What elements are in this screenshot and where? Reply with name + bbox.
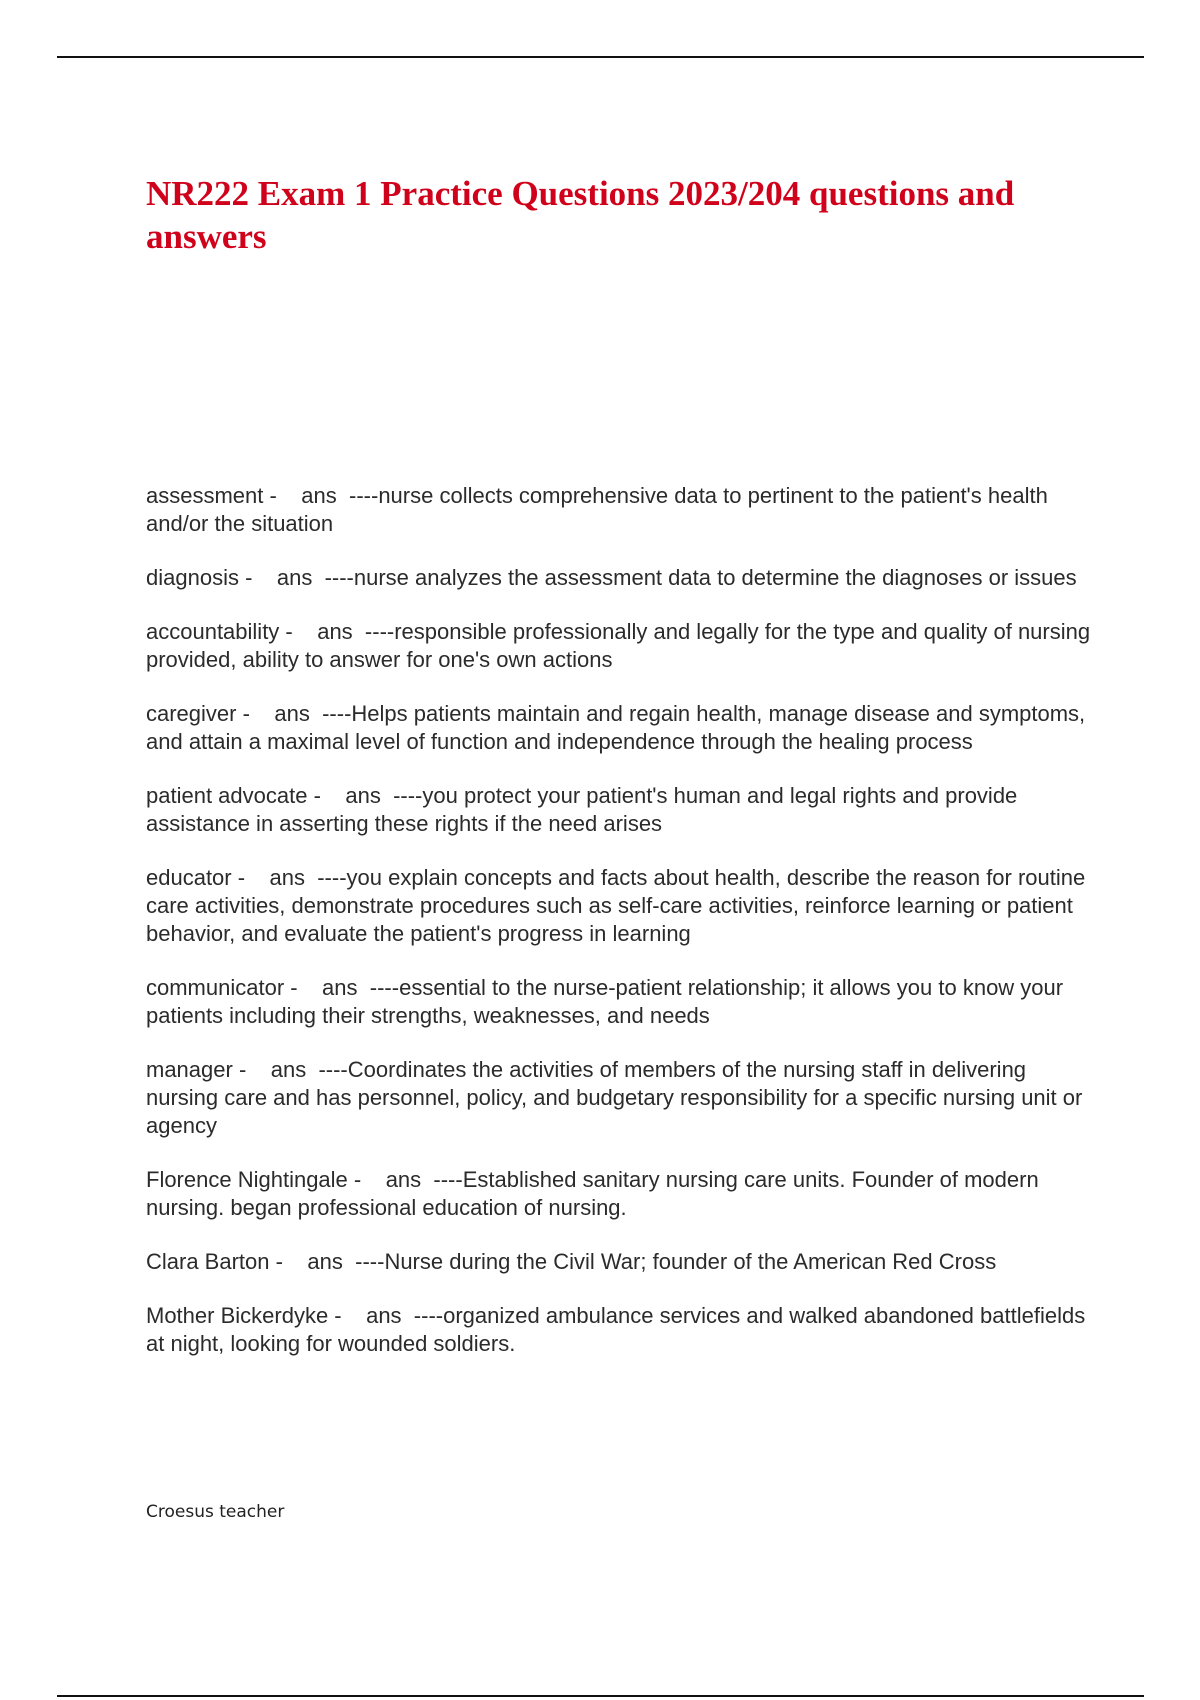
bottom-rule — [57, 1695, 1144, 1697]
entry-ans-label: ans — [385, 1167, 422, 1192]
document-title: NR222 Exam 1 Practice Questions 2023/204 questions and answers — [146, 174, 1015, 256]
qa-entry — [146, 1302, 1101, 1358]
entry-term: assessment - — [146, 483, 277, 508]
qa-entry — [146, 618, 1101, 674]
qa-entry — [146, 974, 1101, 1030]
qa-entry — [146, 1166, 1101, 1222]
entry-definition: Nurse during the Civil War; founder of the American Red Cross — [384, 1249, 997, 1274]
entry-definition: you explain concepts and facts about health, describe the reason for routine care activities, demonstrate procedures such as self-care activities, reinforce learning or patient behavior, and evaluate the patient's progress in learning — [146, 865, 1086, 946]
entry-definition: responsible professionally and legally for the type and quality of nursing provided, ability to answer for one's own actions — [146, 619, 1091, 672]
entry-ans-label: ans — [276, 565, 313, 590]
entry-term: accountability - — [146, 619, 293, 644]
entry-dashes: ---- — [413, 1303, 444, 1328]
entry-definition: nurse collects comprehensive data to pertinent to the patient's health and/or the situation — [146, 483, 1048, 536]
qa-entry — [146, 564, 1101, 592]
entry-term: caregiver - — [146, 701, 250, 726]
entry-dashes: ---- — [393, 783, 423, 808]
entry-ans-label: ans — [366, 1303, 402, 1328]
entry-term: patient advocate - — [146, 783, 321, 808]
entry-definition: Established sanitary nursing care units. Founder of modern nursing. began professional education of nursing. — [146, 1167, 1039, 1220]
entry-definition: Helps patients maintain and regain health, manage disease and symptoms, and attain a maximal level of function and independence through the healing process — [146, 701, 1086, 754]
top-rule — [57, 56, 1144, 58]
qa-entry — [146, 864, 1101, 948]
entry-dashes: ---- — [364, 619, 395, 644]
entry-ans-label: ans — [269, 865, 305, 890]
entry-dashes: ---- — [324, 565, 354, 590]
entry-definition: essential to the nurse-patient relationship; it allows you to know your patients including their strengths, weaknesses, and needs — [146, 975, 1064, 1028]
qa-entry — [146, 1056, 1101, 1140]
entry-ans-label: ans — [270, 1057, 307, 1082]
qa-list — [146, 482, 1101, 1384]
entry-dashes: ---- — [355, 1249, 385, 1274]
entry-term: diagnosis - — [146, 565, 253, 590]
entry-term: Clara Barton - — [146, 1249, 283, 1274]
entry-dashes: ---- — [322, 701, 352, 726]
entry-term: Mother Bickerdyke - — [146, 1303, 342, 1328]
entry-dashes: ---- — [349, 483, 379, 508]
entry-ans-label: ans — [301, 483, 337, 508]
entry-definition: organized ambulance services and walked abandoned battlefields at night, looking for wounded soldiers. — [146, 1303, 1086, 1356]
qa-entry — [146, 1248, 1101, 1276]
entry-term: educator - — [146, 865, 246, 890]
entry-ans-label: ans — [307, 1249, 343, 1274]
entry-dashes: ---- — [318, 1057, 348, 1082]
entry-dashes: ---- — [433, 1167, 463, 1192]
entry-definition: nurse analyzes the assessment data to determine the diagnoses or issues — [353, 565, 1077, 590]
entry-definition: Coordinates the activities of members of the nursing staff in delivering nursing care and has personnel, policy, and budgetary responsibility for a specific nursing unit or agency — [146, 1057, 1083, 1138]
qa-entry — [146, 482, 1101, 538]
entry-definition: you protect your patient's human and legal rights and provide assistance in asserting these rights if the need arises — [146, 783, 1018, 836]
entry-ans-label: ans — [317, 619, 353, 644]
entry-dashes: ---- — [317, 865, 347, 890]
entry-dashes: ---- — [369, 975, 400, 1000]
entry-term: Florence Nightingale - — [146, 1167, 362, 1192]
entry-ans-label: ans — [322, 975, 358, 1000]
entry-ans-label: ans — [274, 701, 310, 726]
qa-entry — [146, 700, 1101, 756]
entry-ans-label: ans — [345, 783, 381, 808]
entry-term: communicator - — [146, 975, 298, 1000]
entry-term: manager - — [146, 1057, 247, 1082]
footer-author: Croesus teacher — [146, 1502, 285, 1522]
qa-entry — [146, 782, 1101, 838]
